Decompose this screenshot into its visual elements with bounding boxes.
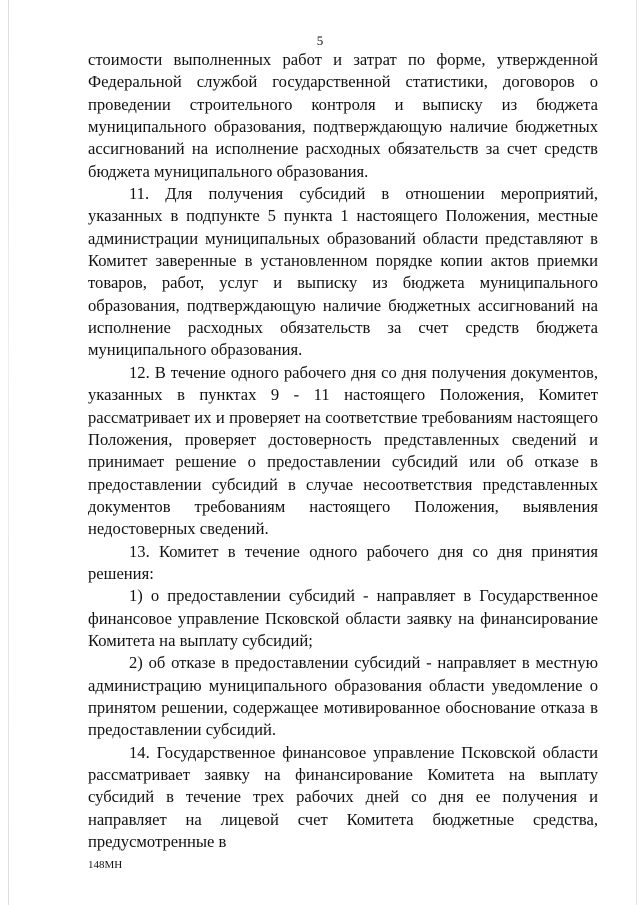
paragraph-13-item-1: 1) о предоставлении субсидий - направляет в Государственное финансовое управление Псковской области заявку на финансирование Комитета на выплату субсидий; <box>88 586 598 650</box>
paragraph-13: 13. Комитет в течение одного рабочего дня со дня принятия решения: <box>88 541 598 583</box>
footer-document-code: 148МН <box>88 859 123 871</box>
scan-edge-right <box>636 0 637 905</box>
document-body <box>88 49 598 853</box>
paragraph-continuation: стоимости выполненных работ и затрат по форме, утвержденной Федеральной службой государственной статистики, договоров о проведении строительного контроля и выписку из бюджета муниципального образования, подтверждающую наличие бюджетных ассигнований на исполнение расходных обязательств за счет средств бюджета муниципального образования. <box>88 50 598 181</box>
paragraph-13-item-2: 2) об отказе в предоставлении субсидий - направляет в местную администрацию муниципального образования области уведомление о принятом решении, содержащее мотивированное обоснование отказа в предоставлении субсидий. <box>88 653 598 740</box>
paragraph-11: 11. Для получения субсидий в отношении мероприятий, указанных в подпункте 5 пункта 1 настоящего Положения, местные администрации муниципальных образований области представляют в Комитет заверенные в установленном порядке копии актов приемки товаров, работ, услуг и выписку из бюджета муниципального образования, подтверждающую наличие бюджетных ассигнований на исполнение расходных обязательств за счет средств бюджета муниципального образования. <box>88 184 598 360</box>
paragraph-14: 14. Государственное финансовое управление Псковской области рассматривает заявку на финансирование Комитета на выплату субсидий в течение трех рабочих дней со дня ее получения и направляет на лицевой счет Комитета бюджетные средства, предусмотренные в <box>88 742 598 852</box>
page-number: 5 <box>316 33 324 48</box>
scan-edge-left <box>8 0 9 905</box>
paragraph-12: 12. В течение одного рабочего дня со дня получения документов, указанных в пунктах 9 - 11 настоящего Положения, Комитет рассматривает их и проверяет на соответствие требованиям настоящего Положения, проверяет достоверность представленных сведений и принимает решение о предоставлении субсидий или об отказе в предоставлении субсидий в случае несоответствия представленных документов требованиям настоящего Положения, выявления недостоверных сведений. <box>88 362 598 539</box>
